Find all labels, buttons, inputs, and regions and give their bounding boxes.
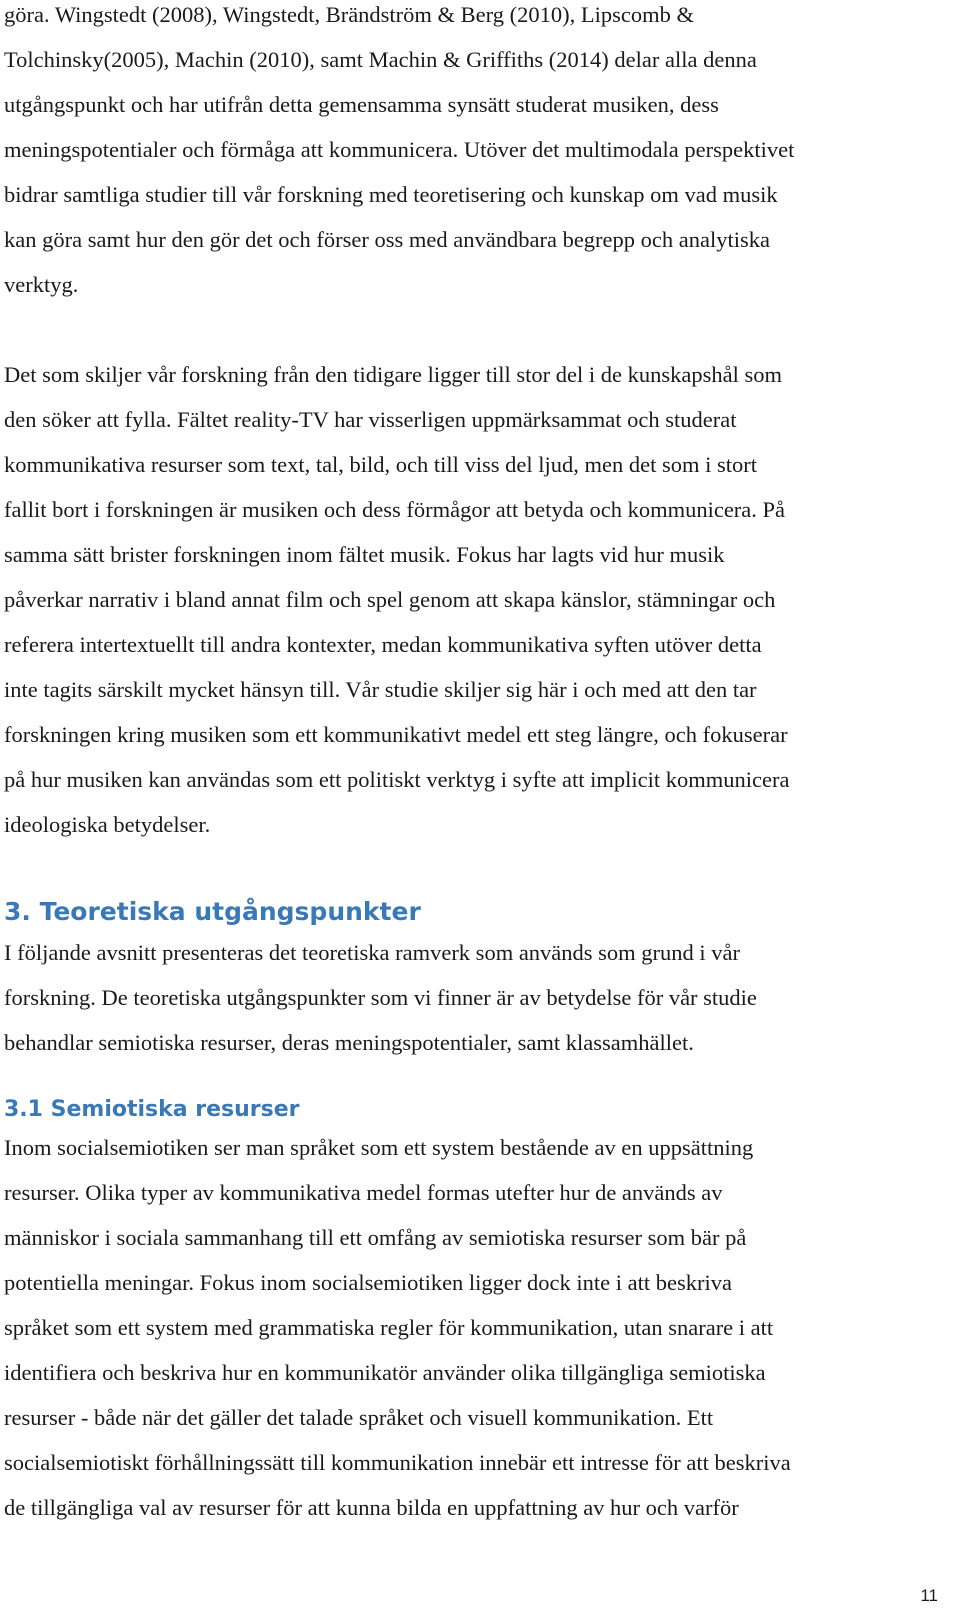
section-heading: 3. Teoretiska utgångspunkter [4, 897, 421, 926]
paragraph2-line: referera intertextuellt till andra kontexter, medan kommunikativa syften utöver detta [4, 632, 762, 657]
paragraph1-line: Tolchinsky(2005), Machin (2010), samt Machin & Griffiths (2014) delar alla denna [4, 47, 757, 72]
section3-line: I följande avsnitt presenteras det teoretiska ramverk som används som grund i vår [4, 940, 741, 965]
paragraph1-line: göra. Wingstedt (2008), Wingstedt, Brändström & Berg (2010), Lipscomb & [4, 2, 694, 27]
page-number: 11 [920, 1586, 938, 1605]
paragraph2-line: den söker att fylla. Fältet reality-TV har visserligen uppmärksammat och studerat [4, 407, 737, 432]
paragraph2-line: påverkar narrativ i bland annat film och spel genom att skapa känslor, stämningar och [4, 587, 776, 612]
paragraph2-line: fallit bort i forskningen är musiken och dess förmågor att betyda och kommunicera. På [4, 497, 786, 522]
paragraph1-line: kan göra samt hur den gör det och förser oss med användbara begrepp och analytiska [4, 227, 770, 252]
section3-1-line: potentiella meningar. Fokus inom socialsemiotiken ligger dock inte i att beskriva [4, 1270, 732, 1295]
paragraph2-line: forskningen kring musiken som ett kommunikativt medel ett steg längre, och fokuserar [4, 722, 788, 747]
paragraph2-line: kommunikativa resurser som text, tal, bild, och till viss del ljud, men det som i stort [4, 452, 758, 477]
subsection-heading: 3.1 Semiotiska resurser [4, 1097, 300, 1122]
paragraph1-line: bidrar samtliga studier till vår forskning med teoretisering och kunskap om vad musik [4, 182, 778, 207]
paragraph1-line: verktyg. [4, 272, 79, 297]
section3-line: forskning. De teoretiska utgångspunkter som vi finner är av betydelse för vår studie [4, 985, 757, 1010]
paragraph2-line: på hur musiken kan användas som ett politiskt verktyg i syfte att implicit kommunicera [4, 767, 790, 792]
section3-1-line: språket som ett system med grammatiska regler för kommunikation, utan snarare i att [4, 1315, 774, 1340]
paragraph1-line: meningspotentialer och förmåga att kommunicera. Utöver det multimodala perspektivet [4, 137, 795, 162]
section3-1-line: de tillgängliga val av resurser för att kunna bilda en uppfattning av hur och varför [4, 1495, 739, 1520]
paragraph2-line: inte tagits särskilt mycket hänsyn till. Vår studie skiljer sig här i och med att den tar [4, 677, 757, 702]
paragraph2-line: samma sätt brister forskningen inom fältet musik. Fokus har lagts vid hur musik [4, 542, 725, 567]
section3-1-line: resurser - både när det gäller det talade språket och visuell kommunikation. Ett [4, 1405, 714, 1430]
section3-line: behandlar semiotiska resurser, deras meningspotentialer, samt klassamhället. [4, 1030, 694, 1055]
paragraph2-line: ideologiska betydelser. [4, 812, 211, 837]
paragraph1-line: utgångspunkt och har utifrån detta gemensamma synsätt studerat musiken, dess [4, 92, 719, 117]
section3-1-line: människor i sociala sammanhang till ett omfång av semiotiska resurser som bär på [4, 1225, 747, 1250]
paragraph2-line: Det som skiljer vår forskning från den tidigare ligger till stor del i de kunskapshål som [4, 362, 782, 387]
section3-1-line: identifiera och beskriva hur en kommunikatör använder olika tillgängliga semiotiska [4, 1360, 766, 1385]
section3-1-line: socialsemiotiskt förhållningssätt till kommunikation innebär ett intresse för att beskriva [4, 1450, 791, 1475]
section3-1-line: resurser. Olika typer av kommunikativa medel formas utefter hur de används av [4, 1180, 723, 1205]
section3-1-line: Inom socialsemiotiken ser man språket som ett system bestående av en uppsättning [4, 1135, 754, 1160]
